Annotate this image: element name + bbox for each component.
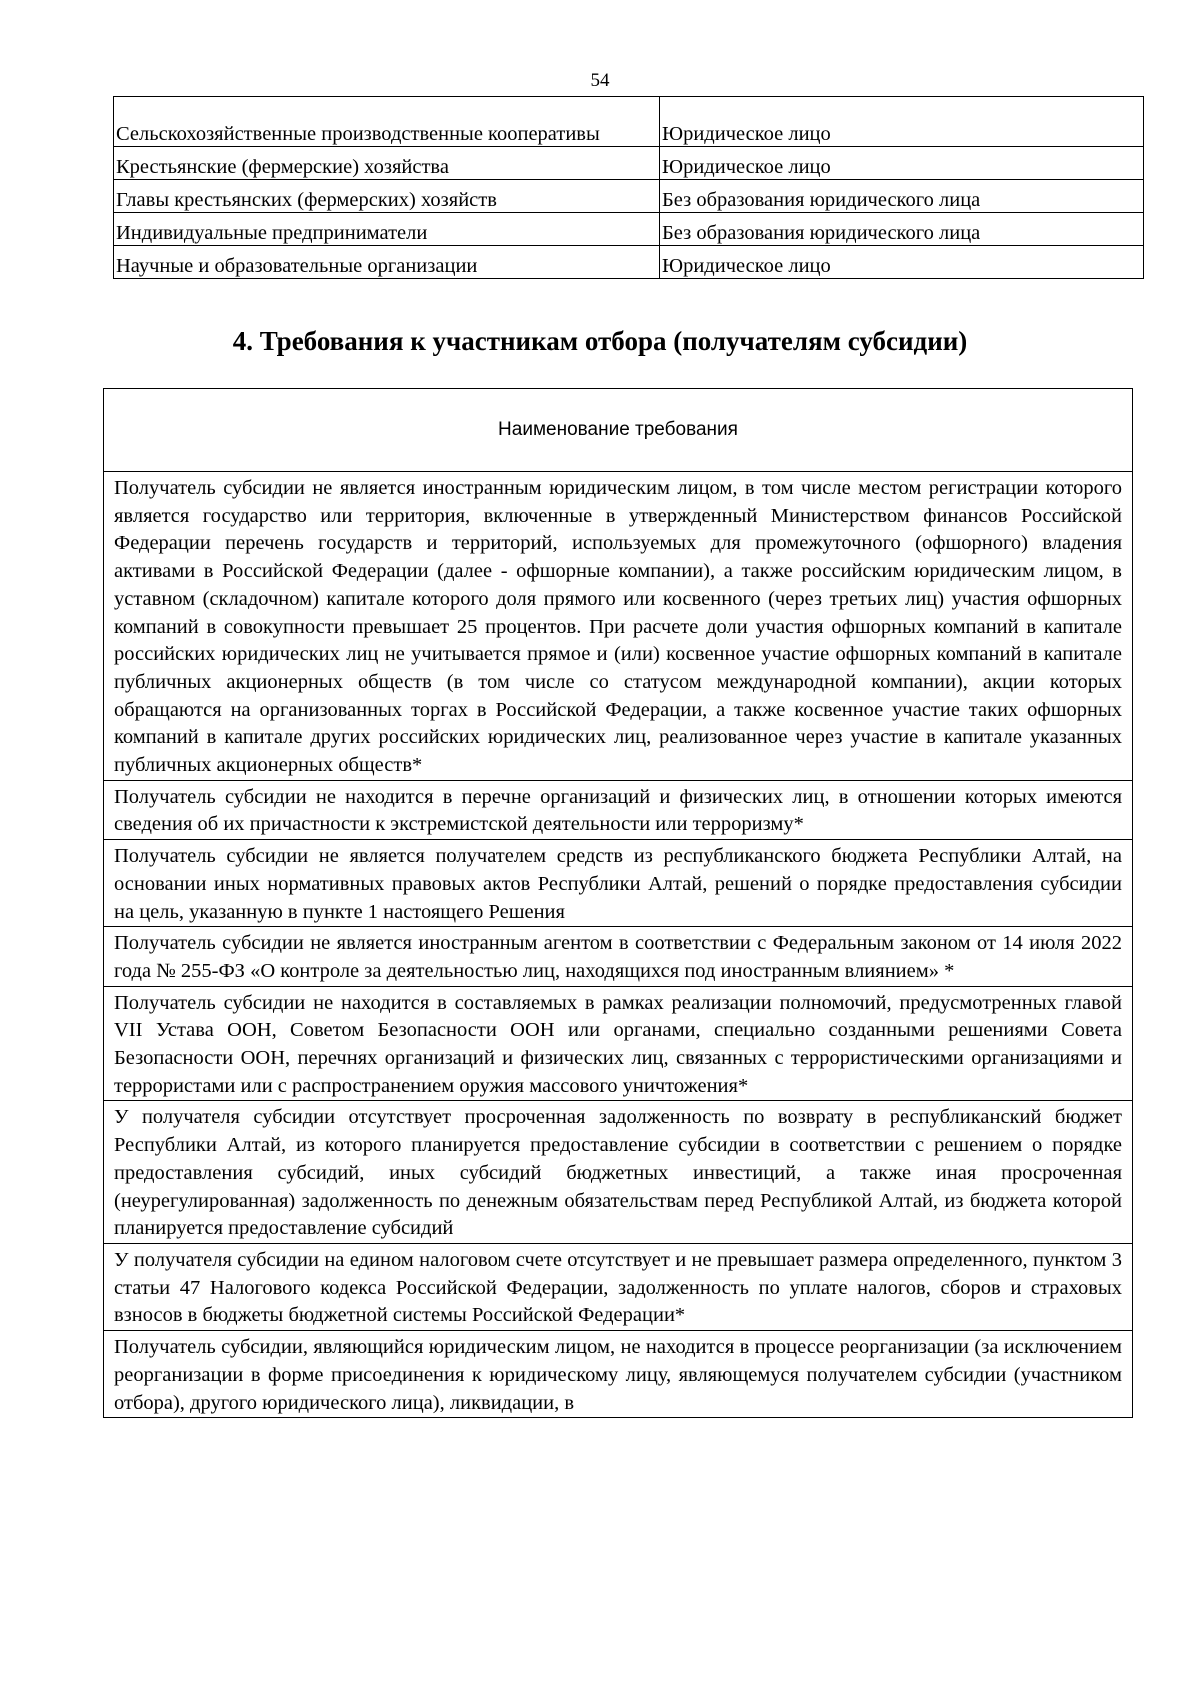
table-row [104, 1101, 1133, 1244]
entity-type-cell: Без образования юридического лица [660, 213, 1144, 246]
requirement-cell: Получатель субсидии не находится в перечне организаций и физических лиц, в отношении которых имеются сведения об их причастности к экстремистской деятельности или терроризму* [104, 780, 1133, 839]
entity-type-table [113, 96, 1144, 279]
entity-type-cell: Юридическое лицо [660, 246, 1144, 279]
table-row [104, 472, 1133, 781]
table-header-row [104, 389, 1133, 472]
table-row [104, 840, 1133, 927]
table-row [104, 1331, 1133, 1418]
requirements-table [103, 388, 1133, 1418]
table-row [104, 927, 1133, 986]
entity-name-cell: Главы крестьянских (фермерских) хозяйств [114, 180, 660, 213]
table-row [104, 780, 1133, 839]
table-row [114, 246, 1144, 279]
page-number: 54 [590, 70, 610, 91]
entity-type-cell: Юридическое лицо [660, 147, 1144, 180]
requirements-header: Наименование требования [104, 389, 1133, 472]
entity-type-cell: Юридическое лицо [660, 97, 1144, 147]
requirement-cell: Получатель субсидии не является иностранным агентом в соответствии с Федеральным законом от 14 июля 2022 года № 255-ФЗ «О контроле за деятельностью лиц, находящихся под иностранным влиянием» * [104, 927, 1133, 986]
table-row [114, 213, 1144, 246]
entity-name-cell: Крестьянские (фермерские) хозяйства [114, 147, 660, 180]
requirement-cell: Получатель субсидии не является получателем средств из республиканского бюджета Республики Алтай, на основании иных нормативных правовых актов Республики Алтай, решений о порядке предоставления субсидии на цель, указанную в пункте 1 настоящего Решения [104, 840, 1133, 927]
requirement-cell: Получатель субсидии не находится в составляемых в рамках реализации полномочий, предусмотренных главой VII Устава ООН, Советом Безопасности ООН или органами, специально созданными решениями Совета Безопасности ООН, перечнях организаций и физических лиц, связанных с террористическими организациями и террористами или с распространением оружия массового уничтожения* [104, 986, 1133, 1101]
requirement-cell: Получатель субсидии не является иностранным юридическим лицом, в том числе местом регистрации которого является государство или территория, включенные в утвержденный Министерством финансов Российской Федерации перечень государств и территорий, используемых для промежуточного (офшорного) владения активами в Российской Федерации (далее - офшорные компании), а также российским юридическим лицом, в уставном (складочном) капитале которого доля прямого или косвенного (через третьих лиц) участия офшорных компаний в совокупности превышает 25 процентов. При расчете доли участия офшорных компаний в капитале российских юридических лиц не учитывается прямое и (или) косвенное участие офшорных компаний в капитале публичных акционерных обществ (в том числе со статусом международной компании), акции которых обращаются на организованных торгах в Российской Федерации, а также косвенное участие таких офшорных компаний в капитале других российских юридических лиц, реализованное через участие в капитале указанных публичных акционерных обществ* [104, 472, 1133, 781]
entity-name-cell: Сельскохозяйственные производственные кооперативы [114, 97, 660, 147]
table-row [104, 986, 1133, 1101]
table-row [114, 180, 1144, 213]
entity-name-cell: Индивидуальные предприниматели [114, 213, 660, 246]
requirement-cell: У получателя субсидии на едином налоговом счете отсутствует и не превышает размера определенного, пунктом 3 статьи 47 Налогового кодекса Российской Федерации, задолженность по уплате налогов, сборов и страховых взносов в бюджеты бюджетной системы Российской Федерации* [104, 1243, 1133, 1330]
entity-type-cell: Без образования юридического лица [660, 180, 1144, 213]
section-title: 4. Требования к участникам отбора (получателям субсидии) [232, 326, 968, 356]
table-row [114, 147, 1144, 180]
table-row [104, 1243, 1133, 1330]
requirement-cell: Получатель субсидии, являющийся юридическим лицом, не находится в процессе реорганизации (за исключением реорганизации в форме присоединения к юридическому лицу, являющемуся получателем субсидии (участником отбора), другого юридического лица), ликвидации, в [104, 1331, 1133, 1418]
entity-name-cell: Научные и образовательные организации [114, 246, 660, 279]
table-row [114, 97, 1144, 147]
requirement-cell: У получателя субсидии отсутствует просроченная задолженность по возврату в республиканский бюджет Республики Алтай, из которого планируется предоставление субсидии в соответствии с решением о порядке предоставления субсидий, иных субсидий бюджетных инвестиций, а также иная просроченная (неурегулированная) задолженность по денежным обязательствам перед Республикой Алтай, из бюджета которой планируется предоставление субсидий [104, 1101, 1133, 1244]
